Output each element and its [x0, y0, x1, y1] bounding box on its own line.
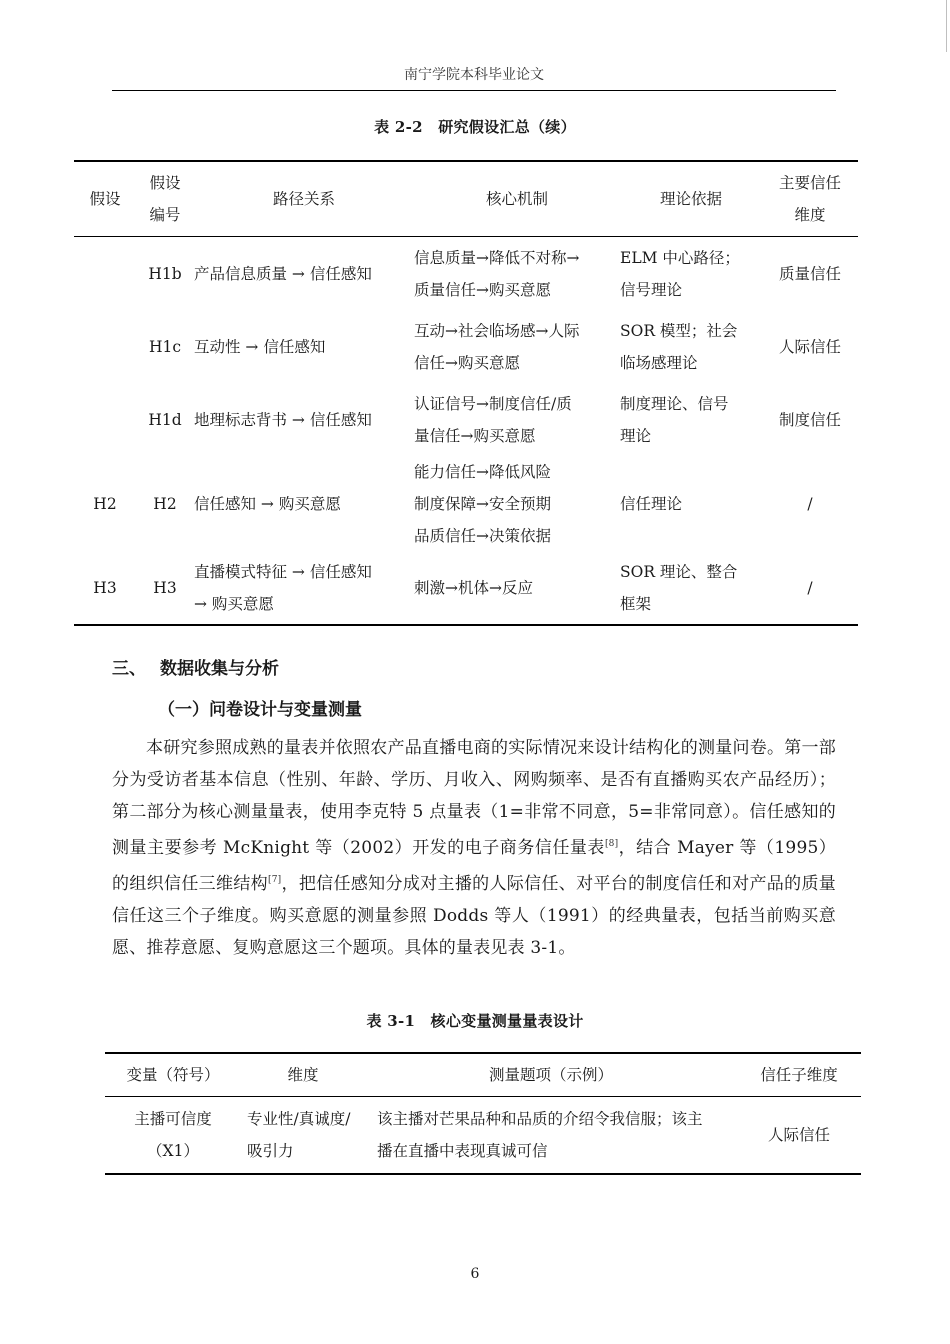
page-number: 6: [470, 1266, 480, 1282]
header-hypothesis: 假设: [74, 161, 136, 237]
header-items: 测量题项（示例）: [365, 1053, 737, 1097]
page-edge-mark: [946, 0, 947, 52]
cell-theory-line2: 理论: [620, 426, 652, 445]
cell-items-line1: 该主播对芒果品种和品质的介绍令我信服；该主: [377, 1110, 703, 1128]
cell-theory-line2: 框架: [620, 595, 652, 613]
cell-dimension-line1: 专业性/真诚度/: [247, 1110, 351, 1128]
cell-code: H3: [153, 579, 177, 597]
cell-mechanism-line3: 品质信任→决策依据: [414, 527, 551, 545]
header-dimension-line1: 主要信任: [778, 174, 841, 192]
table-row: [74, 310, 858, 383]
cell-mechanism-line2: 制度保障→安全预期: [414, 495, 551, 513]
header-dimension: [762, 161, 858, 237]
cell-trust-sub: 人际信任: [767, 1126, 830, 1144]
header-mechanism: 核心机制: [414, 161, 620, 237]
cell-variable: [105, 1097, 241, 1175]
table-row: [74, 383, 858, 456]
cell-path: [194, 456, 414, 552]
cell-items-line2: 播在直播中表现真诚可信: [377, 1142, 548, 1160]
cell-variable-line1: 主播可信度: [134, 1110, 212, 1128]
citation-ref-8: [8]: [604, 839, 619, 849]
section-heading: [112, 654, 279, 679]
cell-variable-line2: （X1）: [147, 1142, 199, 1160]
section-number: 三、: [112, 659, 146, 679]
cell-hypothesis: [74, 310, 136, 383]
cell-theory: [620, 310, 762, 383]
cell-hypothesis: H2: [93, 495, 117, 513]
cell-dimension: /: [807, 495, 813, 513]
subsection-heading: （一）问卷设计与变量测量: [158, 700, 362, 720]
cell-theory: [620, 237, 762, 311]
cell-dimension: 制度信任: [778, 410, 841, 429]
cell-path: [194, 237, 414, 311]
cell-mechanism-line1: 刺激→机体→反应: [414, 579, 533, 597]
cell-mechanism: [414, 552, 620, 625]
cell-hypothesis: H3: [93, 579, 117, 597]
header-variable: 变量（符号）: [105, 1053, 241, 1097]
cell-path-line1: 信任感知 → 购买意愿: [194, 495, 341, 513]
variable-measurement-table: [105, 1052, 861, 1175]
cell-theory-line1: ELM 中心路径；: [620, 248, 740, 267]
cell-theory-line1: SOR 模型；社会: [620, 321, 738, 340]
header-path: 路径关系: [194, 161, 414, 237]
citation-ref-7: [7]: [268, 875, 282, 885]
table-row: [105, 1097, 861, 1175]
header-theory: 理论依据: [620, 161, 762, 237]
cell-mechanism: [414, 456, 620, 552]
header-code-line2: 编号: [149, 206, 181, 224]
cell-theory-line1: 制度理论、信号: [620, 394, 729, 413]
cell-path-line1: 地理标志背书 → 信任感知: [194, 410, 372, 429]
cell-mechanism: [414, 383, 620, 456]
cell-code: H1b: [148, 264, 182, 283]
cell-theory: [620, 552, 762, 625]
cell-dimension: [241, 1097, 365, 1175]
cell-path: [194, 383, 414, 456]
cell-mechanism-line1: 互动→社会临场感→人际: [414, 321, 580, 340]
table-row: [74, 456, 858, 552]
cell-hypothesis: [74, 383, 136, 456]
paragraph-text-2: ，结合 Mayer 等（1995）的组织信任三维结构: [112, 838, 836, 894]
cell-path-line1: 直播模式特征 → 信任感知: [194, 563, 372, 581]
cell-path-line1: 产品信息质量 → 信任感知: [194, 264, 372, 283]
running-head: 南宁学院本科毕业论文: [404, 67, 544, 83]
table-3-1-caption: 表 3-1 核心变量测量量表设计: [366, 1012, 584, 1030]
section-title: 数据收集与分析: [160, 659, 279, 679]
table-header-row: [74, 161, 858, 237]
cell-mechanism: [414, 310, 620, 383]
table-header-row: [105, 1053, 861, 1097]
cell-path-line1: 互动性 → 信任感知: [194, 337, 326, 356]
paragraph-text-1: 本研究参照成熟的量表并依照农产品直播电商的实际情况来设计结构化的测量问卷。第一部分为受访者基本信息（性别、年龄、学历、月收入、网购频率、是否有直播购买农产品经历）；第二部分为核心测量量表，使用李克特 5 点量表（1=非常不同意，5=非常同意）。信任感知的测量主要参考 McKnight 等（2002）开发的电子商务信任量表: [112, 738, 836, 858]
cell-mechanism-line1: 认证信号→制度信任/质: [414, 394, 572, 413]
cell-dimension: /: [807, 579, 813, 597]
cell-mechanism-line2: 质量信任→购买意愿: [414, 280, 551, 299]
header-code: [136, 161, 194, 237]
cell-path-line2: → 购买意愿: [194, 595, 274, 613]
cell-code: H1c: [148, 337, 182, 356]
cell-mechanism-line2: 量信任→购买意愿: [414, 426, 536, 445]
header-code-line1: 假设: [149, 174, 181, 192]
cell-theory-line1: 信任理论: [620, 495, 683, 513]
cell-path: [194, 552, 414, 625]
cell-path: [194, 310, 414, 383]
cell-mechanism-line1: 能力信任→降低风险: [414, 463, 551, 481]
cell-items: [365, 1097, 737, 1175]
table-2-2-caption: 表 2-2 研究假设汇总（续）: [374, 118, 576, 136]
hypothesis-summary-table: [74, 160, 858, 626]
paragraph-text-3: ，把信任感知分成对主播的人际信任、对平台的制度信任和对产品的质量信任这三个子维度。购买意愿的测量参照 Dodds 等人（1991）的经典量表，包括当前购买意愿、推荐意愿、复购意愿这三个题项。具体的量表见表 3-1。: [112, 874, 836, 958]
cell-theory: [620, 456, 762, 552]
header-dimension-line2: 维度: [794, 206, 826, 224]
cell-theory-line2: 临场感理论: [620, 353, 698, 372]
cell-dimension-line2: 吸引力: [247, 1142, 294, 1160]
cell-theory-line2: 信号理论: [620, 280, 683, 299]
cell-theory-line1: SOR 理论、整合: [620, 563, 738, 581]
header-trust-sub: 信任子维度: [737, 1053, 861, 1097]
cell-theory: [620, 383, 762, 456]
header-dimension: 维度: [241, 1053, 365, 1097]
table-row: [74, 552, 858, 625]
cell-code: H2: [153, 495, 177, 513]
cell-code: H1d: [148, 410, 182, 429]
cell-mechanism-line2: 信任→购买意愿: [414, 353, 520, 372]
cell-dimension: 质量信任: [778, 264, 841, 283]
cell-dimension: 人际信任: [778, 337, 841, 356]
body-paragraph: [112, 732, 836, 964]
cell-mechanism: [414, 237, 620, 311]
cell-mechanism-line1: 信息质量→降低不对称→: [414, 248, 580, 267]
cell-hypothesis: [74, 237, 136, 311]
table-row: [74, 237, 858, 311]
header-rule: [112, 90, 836, 91]
